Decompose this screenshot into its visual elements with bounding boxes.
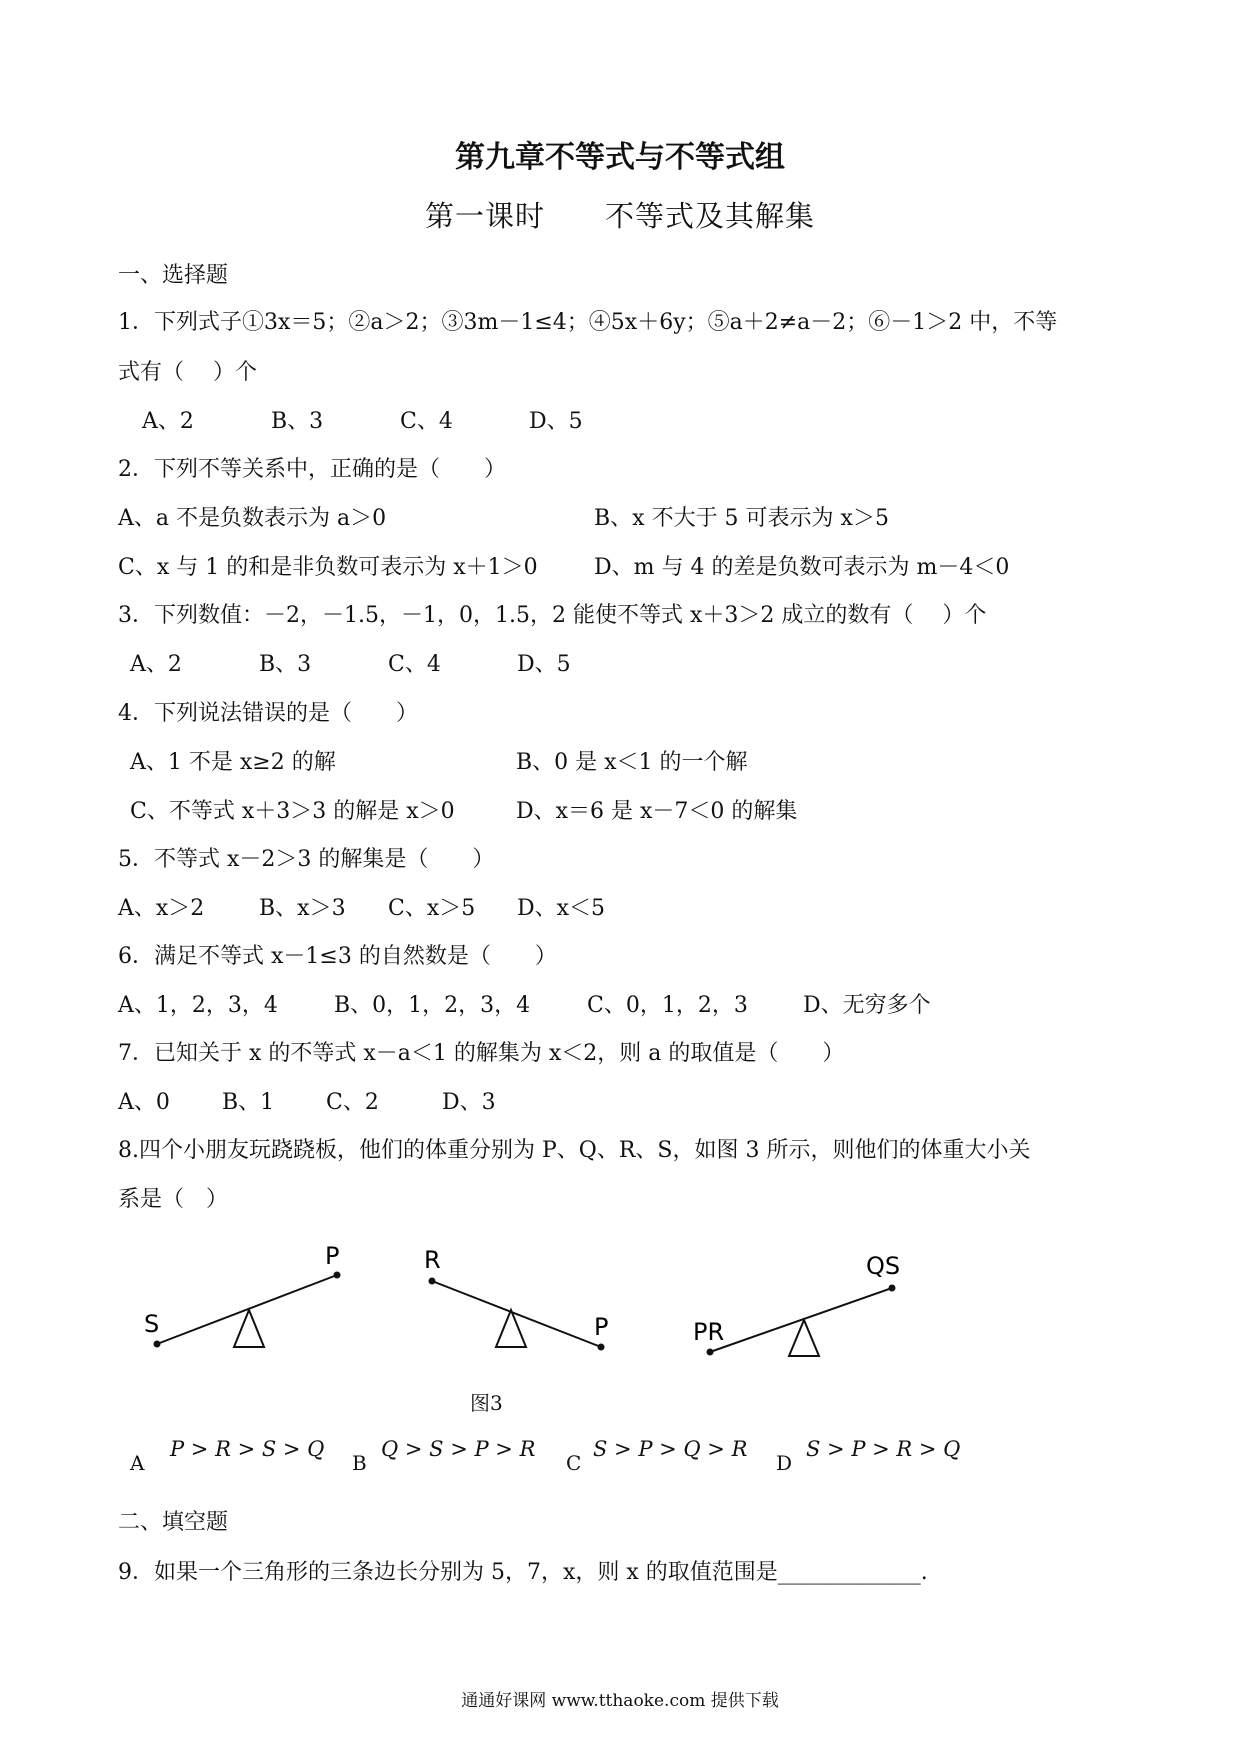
seesaw-2-plank: [432, 1281, 601, 1347]
q2-stem: 2．下列不等关系中，正确的是（ ）: [118, 457, 506, 482]
q6-option-d: D、无穷多个: [803, 993, 931, 1018]
q8-option-b-letter: B: [352, 1451, 367, 1475]
seesaw-2-high-label: R: [424, 1246, 441, 1274]
q5-option-c: C、x＞5: [388, 896, 476, 921]
page-footer: 通通好课网 www.tthaoke.com 提供下载: [461, 1691, 779, 1711]
q7-option-a: A、0: [118, 1090, 170, 1115]
q4-option-b: B、0 是 x＜1 的一个解: [516, 750, 748, 775]
seesaw-1-fulcrum: [234, 1310, 264, 1347]
q1-option-a: A、2: [142, 409, 194, 434]
seesaw-2-low-label: P: [594, 1313, 609, 1341]
q4-option-c: C、不等式 x＋3＞3 的解是 x＞0: [130, 799, 455, 824]
section-heading-fill: 二、填空题: [118, 1510, 229, 1535]
q1-option-c: C、4: [400, 409, 453, 434]
seesaw-1-plank: [157, 1275, 337, 1344]
q4-stem: 4．下列说法错误的是（ ）: [118, 701, 418, 726]
seesaw-3-high-label: QS: [866, 1252, 901, 1280]
q4-option-a: A、1 不是 x≥2 的解: [130, 750, 336, 775]
q8-option-a-letter: A: [130, 1451, 145, 1475]
q3-option-a: A、2: [130, 652, 182, 677]
seesaw-1-low-end: [154, 1341, 161, 1348]
q1-option-b: B、3: [271, 409, 324, 434]
q8-option-c-letter: C: [566, 1451, 582, 1475]
figure-caption: 图3: [470, 1391, 503, 1415]
q7-option-d: D、3: [442, 1090, 496, 1115]
q5-option-d: D、x＜5: [517, 896, 606, 921]
seesaw-3-plank: [710, 1288, 892, 1352]
q7-option-b: B、1: [222, 1090, 275, 1115]
q6-option-c: C、0，1，2，3: [587, 993, 748, 1018]
seesaw-1-high-end: [334, 1272, 341, 1279]
page-subtitle: 第一课时 不等式及其解集: [424, 199, 815, 233]
seesaw-2-high-end: [429, 1278, 436, 1285]
q8-option-b-expr: Q > S > P > R: [381, 1437, 536, 1461]
q8-stem-line1: 8.四个小朋友玩跷跷板，他们的体重分别为 P、Q、R、S，如图 3 所示，则他们的体重大小关: [118, 1138, 1031, 1163]
q7-stem: 7．已知关于 x 的不等式 x－a＜1 的解集为 x＜2，则 a 的取值是（ ）: [118, 1041, 845, 1066]
q3-option-d: D、5: [517, 652, 571, 677]
seesaw-3-low-label: PR: [693, 1318, 725, 1346]
seesaw-3-high-end: [889, 1285, 896, 1292]
q9-stem: 9．如果一个三角形的三条边长分别为 5，7，x，则 x 的取值范围是_____________.: [118, 1560, 928, 1585]
seesaw-2: [424, 1246, 608, 1351]
section-heading-choice: 一、选择题: [118, 263, 229, 288]
q6-stem: 6．满足不等式 x－1≤3 的自然数是（ ）: [118, 944, 557, 969]
q8-stem-line2: 系是（ ）: [118, 1187, 229, 1212]
q3-stem: 3．下列数值：－2，－1.5，－1，0，1.5，2 能使不等式 x＋3＞2 成立的数有（ ）个: [118, 603, 987, 628]
q1-stem-line1: 1．下列式子①3x＝5；②a＞2；③3m－1≤4；④5x＋6y；⑤a＋2≠a－2；⑥－1＞2 中，不等: [118, 310, 1058, 335]
seesaw-1-low-label: S: [144, 1310, 160, 1338]
q1-option-d: D、5: [529, 409, 583, 434]
page-title: 第九章不等式与不等式组: [455, 140, 785, 175]
q5-option-a: A、x＞2: [118, 896, 205, 921]
q2-option-a: A、a 不是负数表示为 a＞0: [118, 506, 387, 531]
q8-option-c-expr: S > P > Q > R: [593, 1437, 748, 1461]
seesaw-3-fulcrum: [789, 1320, 819, 1356]
q2-option-b: B、x 不大于 5 可表示为 x＞5: [594, 506, 889, 531]
q3-option-c: C、4: [388, 652, 441, 677]
q6-option-b: B、0，1，2，3，4: [334, 993, 531, 1018]
q1-stem-line2: 式有（ ）个: [118, 360, 257, 385]
q6-option-a: A、1，2，3，4: [118, 993, 278, 1018]
q4-option-d: D、x＝6 是 x－7＜0 的解集: [516, 799, 798, 824]
q5-stem: 5．不等式 x－2＞3 的解集是（ ）: [118, 847, 495, 872]
q8-option-d-letter: D: [776, 1451, 793, 1475]
q8-option-d-expr: S > P > R > Q: [806, 1437, 961, 1461]
q5-option-b: B、x＞3: [259, 896, 346, 921]
seesaw-2-low-end: [598, 1344, 605, 1351]
q7-option-c: C、2: [326, 1090, 379, 1115]
q8-option-a-expr: P > R > S > Q: [170, 1437, 325, 1461]
q2-option-d: D、m 与 4 的差是负数可表示为 m－4＜0: [594, 555, 1010, 580]
seesaw-3-low-end: [707, 1349, 714, 1356]
seesaw-3: [693, 1252, 900, 1356]
q3-option-b: B、3: [259, 652, 312, 677]
seesaw-1: [144, 1242, 341, 1348]
q2-option-c: C、x 与 1 的和是非负数可表示为 x＋1＞0: [118, 555, 538, 580]
seesaw-1-high-label: P: [325, 1242, 340, 1270]
